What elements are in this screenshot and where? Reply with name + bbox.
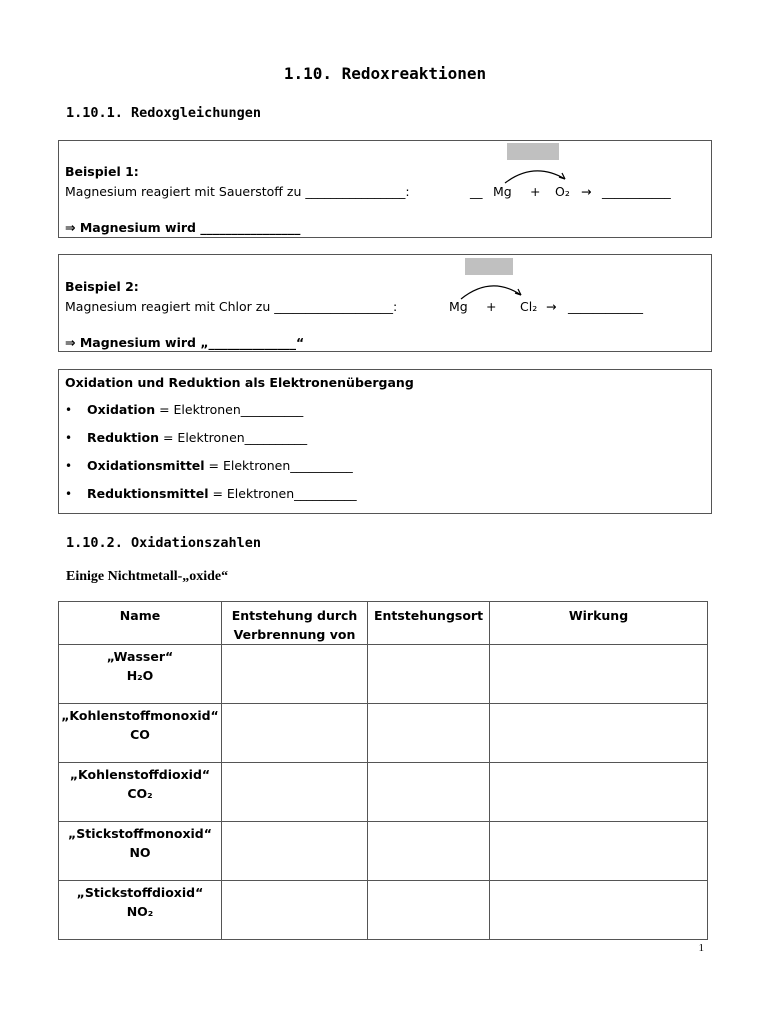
place-cell[interactable] [368,822,490,881]
example-2-conclusion: ⇒ Magnesium wird „______________“ [65,335,305,350]
table-row [59,881,708,940]
header-place: Entstehungsort [368,602,490,645]
example-1-box [58,140,712,238]
table-row [59,763,708,822]
header-effect: Wirkung [490,602,708,645]
oxide-name-cell: „Kohlenstoffmonoxid“ CO [59,704,222,763]
page-number: 1 [698,942,704,954]
example-1-reactant-mg: Mg [493,184,512,199]
electron-transfer-box [58,369,712,514]
origin-cell[interactable] [222,763,368,822]
table-row [59,704,708,763]
effect-cell[interactable] [490,822,708,881]
example-1-sentence: Magnesium reagiert mit Sauerstoff zu ________________: [65,184,410,199]
effect-cell[interactable] [490,763,708,822]
example-1-arrow: → [581,184,592,199]
electron-label-placeholder [465,258,513,275]
origin-cell[interactable] [222,881,368,940]
example-2-label: Beispiel 2: [65,279,139,294]
example-1-product-blank: ___________ [602,184,671,199]
list-item-oxidationsmittel: • Oxidationsmittel = Elektronen__________ [65,458,353,473]
list-item-oxidation: • Oxidation = Elektronen__________ [65,402,304,417]
electron-transfer-heading: Oxidation und Reduktion als Elektronenübergang [65,375,414,390]
example-2-product-blank: ____________ [568,299,643,314]
page-title: 1.10. Redoxreaktionen [283,64,487,83]
example-1-reactant-o2: O₂ [555,184,570,199]
section-heading-redoxgleichungen: 1.10.1. Redoxgleichungen [66,105,262,121]
header-origin: Entstehung durch Verbrennung von [222,602,368,645]
place-cell[interactable] [368,763,490,822]
oxide-table [58,601,708,940]
example-1-label: Beispiel 1: [65,164,139,179]
place-cell[interactable] [368,881,490,940]
table-subtitle: Einige Nichtmetall-„oxide“ [66,569,229,584]
oxide-name-cell: „Stickstoffdioxid“ NO₂ [59,881,222,940]
example-2-reactant-mg: Mg [449,299,468,314]
origin-cell[interactable] [222,822,368,881]
place-cell[interactable] [368,645,490,704]
header-name: Name [59,602,222,645]
electron-label-placeholder [507,143,559,160]
effect-cell[interactable] [490,704,708,763]
example-2-reactant-cl2: Cl₂ [520,299,538,314]
example-1-blank: __ [470,184,483,199]
effect-cell[interactable] [490,645,708,704]
example-2-plus: + [486,299,497,314]
oxide-name-cell: „Kohlenstoffdioxid“ CO₂ [59,763,222,822]
oxide-name-cell: „Wasser“ H₂O [59,645,222,704]
origin-cell[interactable] [222,645,368,704]
section-heading-oxidationszahlen: 1.10.2. Oxidationszahlen [66,535,262,551]
example-1-conclusion: ⇒ Magnesium wird ________________ [65,220,301,235]
table-row [59,645,708,704]
origin-cell[interactable] [222,704,368,763]
table-row [59,822,708,881]
place-cell[interactable] [368,704,490,763]
example-2-arrow: → [546,299,557,314]
example-2-box [58,254,712,352]
oxide-name-cell: „Stickstoffmonoxid“ NO [59,822,222,881]
effect-cell[interactable] [490,881,708,940]
list-item-reduktionsmittel: • Reduktionsmittel = Elektronen__________ [65,486,357,501]
list-item-reduktion: • Reduktion = Elektronen__________ [65,430,308,445]
example-1-plus: + [530,184,541,199]
example-2-sentence: Magnesium reagiert mit Chlor zu ___________________: [65,299,398,314]
